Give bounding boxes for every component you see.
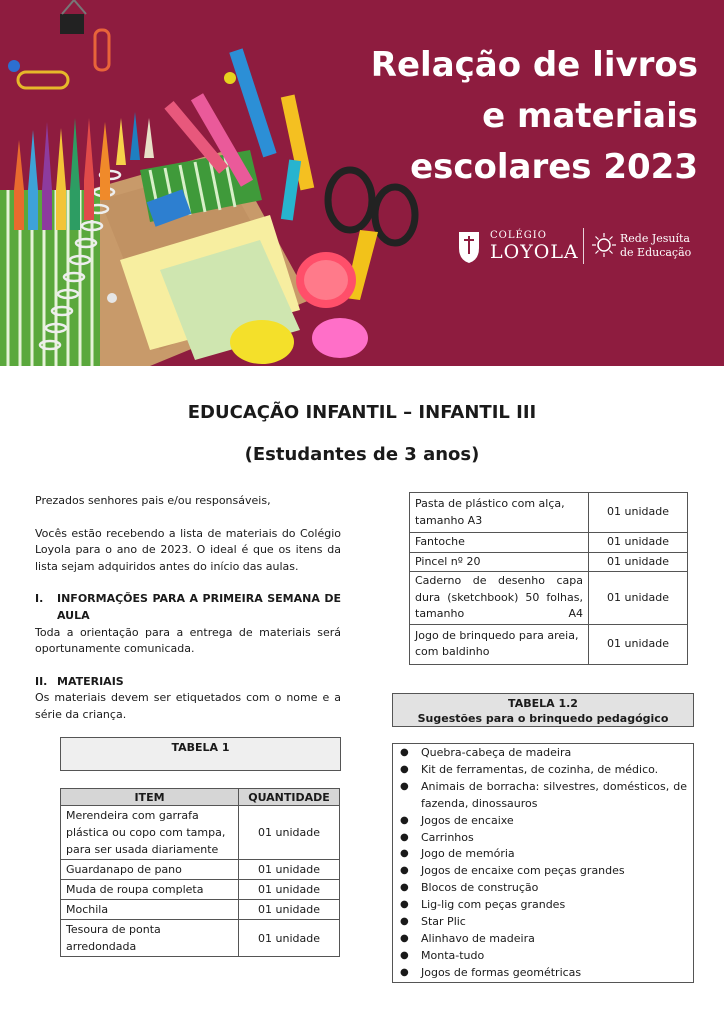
list-item-text: Quebra-cabeça de madeira — [421, 746, 572, 759]
table-row — [410, 493, 688, 533]
list-item-text: Monta-tudo — [421, 948, 485, 962]
list-item — [399, 863, 687, 880]
list-item-text: Kit de ferramentas, de cozinha, de médico. — [421, 762, 659, 776]
logo-colegio-label: COLÉGIO — [490, 230, 547, 241]
intro-paragraph: Vocês estão recebendo a lista de materiais do Colégio Loyola para o ano de 2023. O ideal é que os itens da lista sejam adquiridos antes do início das aulas. — [35, 526, 341, 573]
bullet-icon: ● — [400, 949, 409, 961]
quantity-cell: 01 unidade — [589, 493, 688, 533]
quantity-cell: 01 unidade — [589, 572, 688, 625]
list-item-text: Jogos de encaixe — [421, 813, 514, 827]
table-row — [410, 624, 688, 664]
section-title: MATERIAIS — [57, 674, 124, 688]
bullet-icon: ● — [400, 966, 409, 978]
quantity-cell: 01 unidade — [239, 806, 340, 860]
item-cell: Tesoura de ponta arredondada — [61, 920, 239, 957]
section-number: I. — [35, 592, 44, 606]
section-text: Os materiais devem ser etiquetados com o nome e a série da criança. — [35, 691, 341, 721]
table-row — [410, 533, 688, 553]
loyola-crest-icon — [456, 228, 482, 264]
bullet-icon: ● — [400, 831, 409, 843]
logo-loyola-label: LOYOLA — [490, 241, 579, 263]
item-cell: Pasta de plástico com alça, tamanho A3 — [410, 493, 589, 533]
list-item — [399, 880, 687, 897]
list-item — [399, 813, 687, 830]
list-item-text: Animais de borracha: silvestres, domésticos, de fazenda, dinossauros — [421, 779, 687, 810]
bullet-icon: ● — [400, 899, 409, 911]
bullet-icon: ● — [400, 780, 409, 792]
list-item — [399, 948, 687, 965]
list-item-text: Star Plic — [421, 915, 466, 929]
table-row — [61, 860, 340, 880]
logo-rede-label: de Educação — [620, 246, 692, 259]
banner-title-line: e materiais — [482, 96, 698, 136]
table-row — [61, 806, 340, 860]
materials-table-continued — [409, 492, 688, 665]
materials-table — [60, 788, 340, 957]
table-row — [410, 552, 688, 572]
table-row — [61, 880, 340, 900]
banner-title-line: Relação de livros — [370, 45, 698, 85]
list-item — [399, 779, 687, 813]
list-item — [399, 914, 687, 931]
table-header-row — [61, 789, 340, 806]
bullet-icon: ● — [400, 814, 409, 826]
list-item — [399, 830, 687, 847]
list-item-text: Jogos de encaixe com peças grandes — [421, 864, 625, 878]
quantity-cell: 01 unidade — [239, 860, 340, 880]
quantity-cell: 01 unidade — [239, 880, 340, 900]
quantity-cell: 01 unidade — [589, 533, 688, 553]
list-item-text: Lig-lig com peças grandes — [421, 898, 566, 912]
list-item-text: Carrinhos — [421, 830, 474, 844]
bullet-icon: ● — [400, 916, 409, 928]
suggestions-list-box — [392, 743, 694, 983]
bullet-icon: ● — [400, 848, 409, 860]
item-cell: Muda de roupa completa — [61, 880, 239, 900]
item-cell: Caderno de desenho capa dura (sketchbook) 50 folhas, tamanho A4 — [410, 572, 589, 625]
bullet-icon: ● — [400, 932, 409, 944]
tabela1-caption: TABELA 1 — [60, 737, 341, 771]
column-header-quantity: QUANTIDADE — [239, 789, 340, 806]
banner-title — [368, 40, 698, 193]
page-title: EDUCAÇÃO INFANTIL – INFANTIL III — [187, 402, 537, 423]
item-cell: Merendeira com garrafa plástica ou copo com tampa, para ser usada diariamente — [61, 806, 239, 860]
jesuit-sun-icon — [591, 232, 617, 258]
section-text: Toda a orientação para a entrega de materiais será oportunamente comunicada. — [35, 625, 341, 656]
suggestions-list — [399, 745, 687, 982]
section-number: II. — [35, 674, 48, 688]
item-cell: Pincel nº 20 — [410, 552, 589, 572]
bullet-icon: ● — [400, 865, 409, 877]
tabela12-subtitle: Sugestões para o brinquedo pedagógico — [417, 712, 669, 725]
header-banner — [0, 0, 724, 366]
institution-logos — [456, 226, 706, 270]
section-title: INFORMAÇÕES PARA A PRIMEIRA SEMANA DE AULA — [57, 592, 341, 622]
list-item-text: Jogo de memória — [421, 847, 515, 861]
bullet-icon: ● — [400, 763, 409, 775]
section-heading — [35, 591, 341, 624]
table-row — [61, 920, 340, 957]
item-cell: Fantoche — [410, 533, 589, 553]
bullet-icon: ● — [400, 882, 409, 894]
column-header-item: ITEM — [61, 789, 239, 806]
bullet-icon: ● — [400, 747, 409, 758]
list-item-text: Alinhavo de madeira — [421, 931, 535, 945]
greeting-text: Prezados senhores pais e/ou responsáveis, — [35, 494, 271, 507]
logo-divider — [583, 228, 584, 264]
page-subtitle: (Estudantes de 3 anos) — [244, 444, 480, 465]
quantity-cell: 01 unidade — [239, 920, 340, 957]
intro-column — [35, 493, 341, 724]
table-row — [410, 572, 688, 625]
list-item-text: Jogos de formas geométricas — [421, 965, 582, 979]
quantity-cell: 01 unidade — [589, 552, 688, 572]
item-cell: Mochila — [61, 900, 239, 920]
list-item — [399, 897, 687, 914]
tabela12-caption-box — [392, 693, 694, 727]
list-item — [399, 931, 687, 948]
logo-rede-label: Rede Jesuíta — [620, 232, 690, 245]
banner-title-line: escolares 2023 — [410, 147, 698, 187]
tabela12-caption: TABELA 1.2 — [508, 697, 578, 710]
list-item-text: Blocos de construção — [421, 881, 539, 895]
list-item — [399, 965, 687, 982]
table-row — [61, 900, 340, 920]
list-item — [399, 745, 687, 762]
list-item — [399, 762, 687, 779]
item-cell: Jogo de brinquedo para areia, com baldinho — [410, 624, 589, 664]
quantity-cell: 01 unidade — [239, 900, 340, 920]
section-heading — [35, 674, 341, 691]
item-cell: Guardanapo de pano — [61, 860, 239, 880]
quantity-cell: 01 unidade — [589, 624, 688, 664]
list-item — [399, 846, 687, 863]
